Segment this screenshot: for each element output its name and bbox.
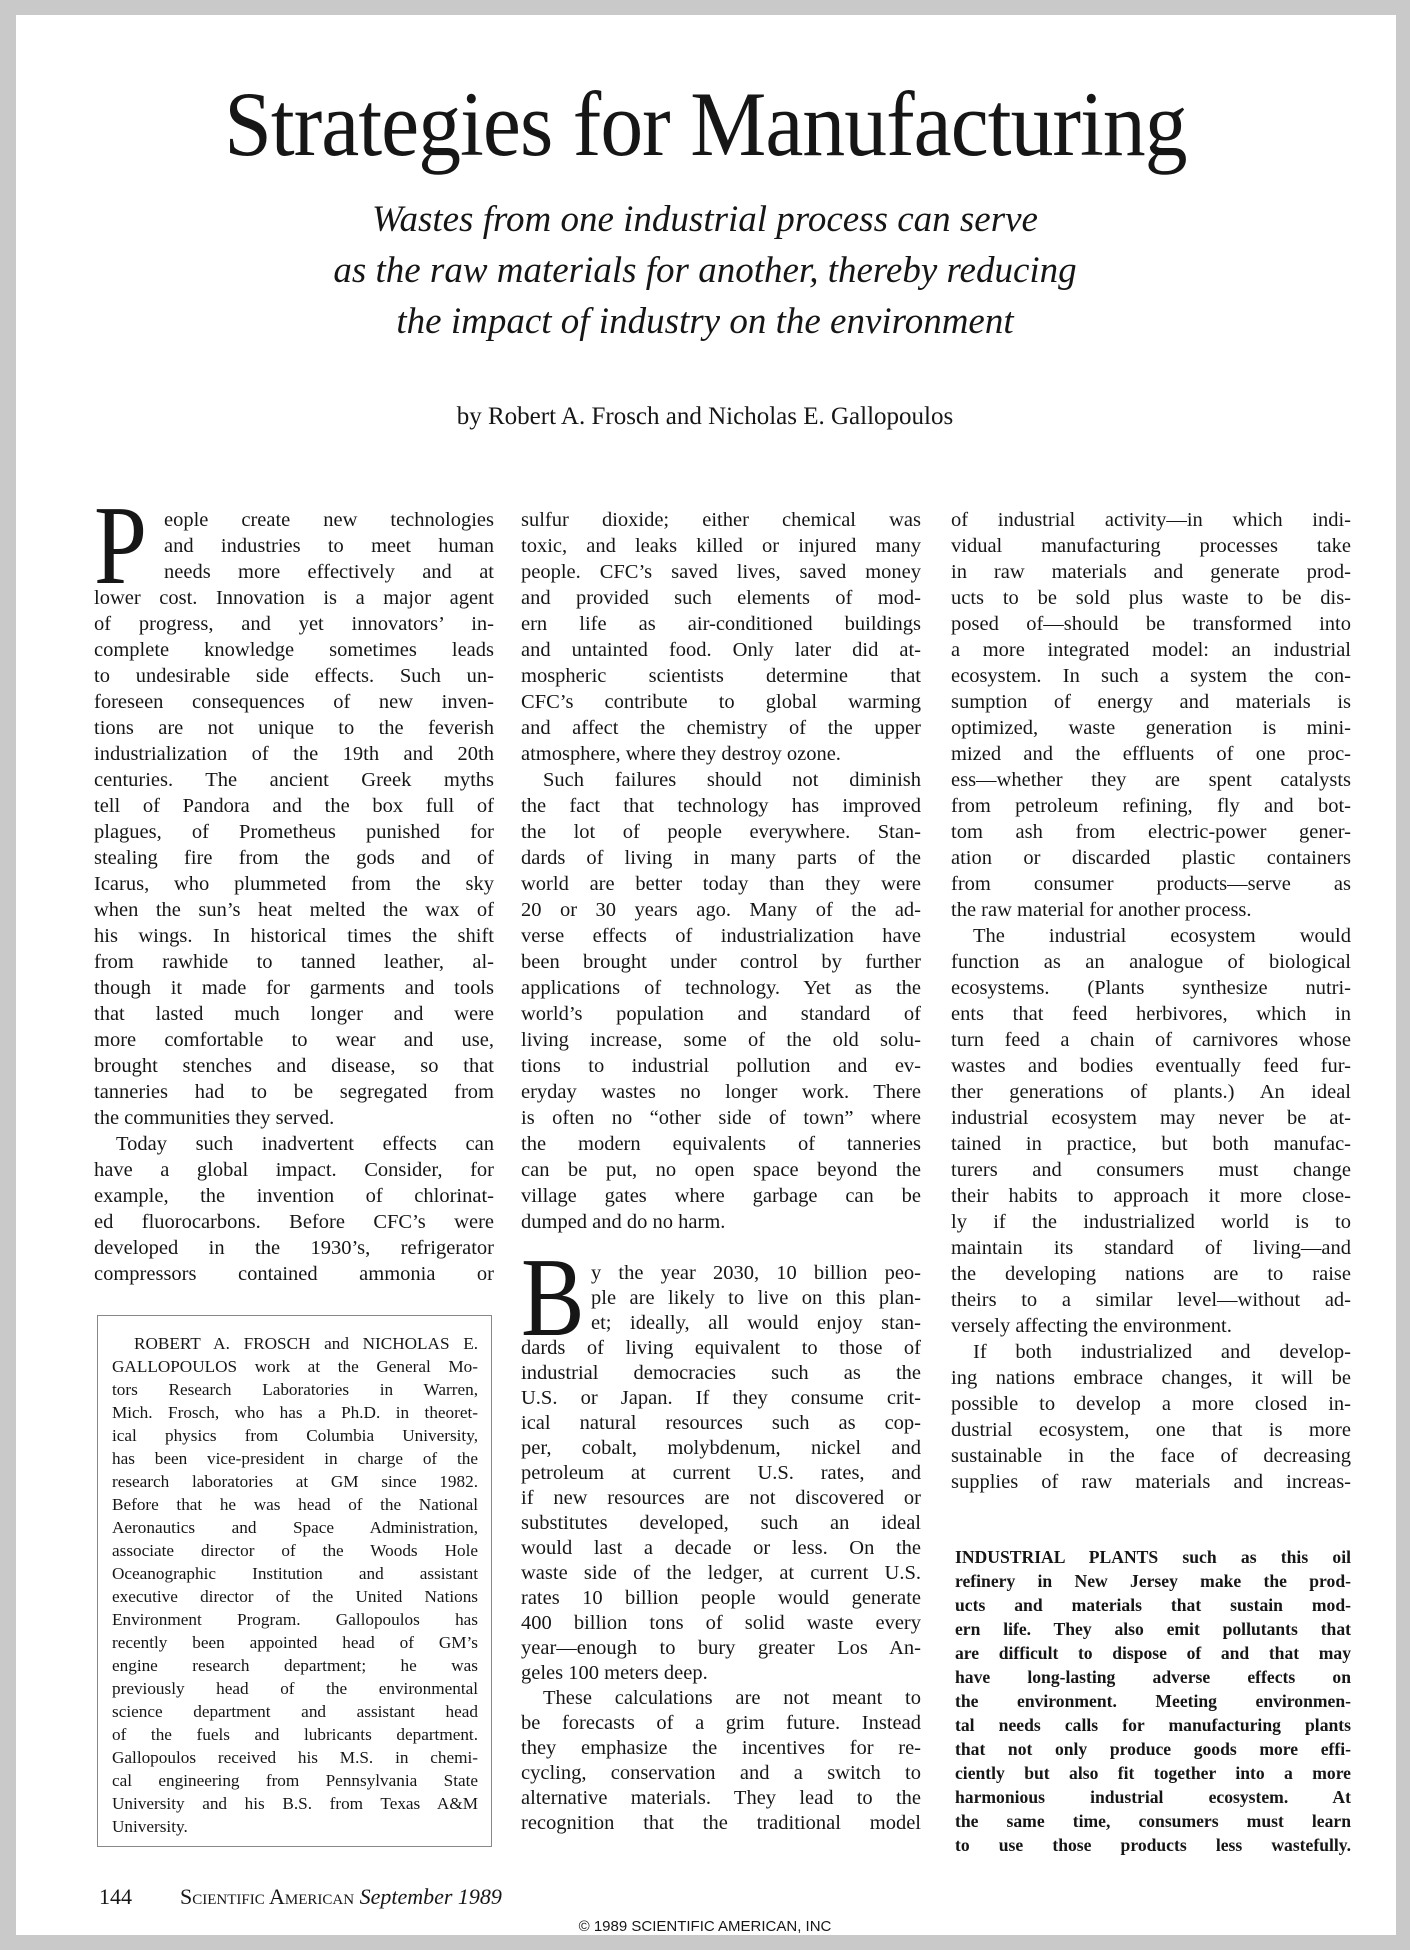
text-line: stealing fire from the gods and of: [94, 847, 494, 869]
column-2-top: [521, 507, 921, 1235]
byline: by Robert A. Frosch and Nicholas E. Gallopoulos: [456, 403, 954, 430]
text-line: ROBERT A. FROSCH and NICHOLAS E.: [134, 1334, 478, 1353]
text-line: alternative materials. They lead to the: [521, 1787, 921, 1809]
text-line: ical physics from Columbia University,: [112, 1426, 478, 1445]
text-line: be forecasts of a grim future. Instead: [521, 1712, 921, 1734]
paragraph: [951, 923, 1351, 1339]
article-title-text: Strategies for Manufacturing: [223, 73, 1187, 175]
text-line: tal needs calls for manufacturing plants: [955, 1715, 1351, 1735]
text-line: ther generations of plants.) An ideal: [951, 1081, 1351, 1103]
text-line: industrialization of the 19th and 20th: [94, 743, 494, 765]
text-line: executive director of the United Nations: [112, 1587, 478, 1606]
text-line: If both industrialized and develop-: [973, 1341, 1351, 1363]
text-line: dards of living equivalent to those of: [521, 1337, 921, 1359]
text-line: INDUSTRIAL PLANTS such as this oil: [955, 1547, 1351, 1567]
text-line: Today such inadvertent effects can: [116, 1133, 494, 1155]
text-line: geles 100 meters deep.: [521, 1662, 708, 1684]
text-line: These calculations are not meant to: [543, 1687, 921, 1709]
copyright-notice: © 1989 SCIENTIFIC AMERICAN, INC: [578, 1918, 832, 1935]
text-line: been brought under control by further: [521, 951, 921, 973]
page-number: 144: [99, 1884, 132, 1909]
text-line: cycling, conservation and a switch to: [521, 1762, 921, 1784]
drop-cap: [94, 484, 160, 608]
text-line: University.: [112, 1817, 188, 1836]
footer-publication: [180, 1884, 502, 1910]
text-line: sulfur dioxide; either chemical was: [521, 509, 921, 531]
paragraph: [521, 507, 921, 767]
text-line: if new resources are not discovered or: [521, 1487, 921, 1509]
text-line: ed fluorocarbons. Before CFC’s were: [94, 1211, 494, 1233]
text-line: science department and assistant head: [112, 1702, 478, 1721]
text-line: more comfortable to wear and use,: [94, 1029, 494, 1051]
text-line: Mich. Frosch, who has a Ph.D. in theoret-: [112, 1403, 478, 1422]
text-line: dards of living in many parts of the: [521, 847, 921, 869]
text-line: that lasted much longer and were: [94, 1003, 494, 1025]
text-line: sumption of energy and materials is: [951, 691, 1351, 713]
text-line: their habits to approach it more close-: [951, 1185, 1351, 1207]
paragraph: [94, 484, 494, 1131]
text-line: complete knowledge sometimes leads: [94, 639, 494, 661]
text-line: ess—whether they are spent catalysts: [951, 769, 1351, 791]
article-title: [0, 72, 1410, 176]
text-line: of the fuels and lubricants department.: [112, 1725, 478, 1744]
text-line: ucts to be sold plus waste to be dis-: [951, 587, 1351, 609]
author-bio-box: [97, 1315, 492, 1847]
text-line: ical natural resources such as cop-: [521, 1412, 921, 1434]
text-line: ly if the industrialized world is to: [951, 1211, 1351, 1233]
paragraph: [955, 1545, 1351, 1857]
text-line: sustainable in the face of decreasing: [951, 1445, 1351, 1467]
text-line: supplies of raw materials and increas-: [951, 1471, 1351, 1493]
text-line: from rawhide to tanned leather, al-: [94, 951, 494, 973]
text-line: and affect the chemistry of the upper: [521, 717, 921, 739]
text-line: engine research department; he was: [112, 1656, 478, 1675]
text-line: a more integrated model: an industrial: [951, 639, 1351, 661]
issue-date: September 1989: [359, 1884, 502, 1909]
text-line: though it made for garments and tools: [94, 977, 494, 999]
text-line: tained in practice, but both manufac-: [951, 1133, 1351, 1155]
magazine-name: Scientific American: [180, 1884, 355, 1909]
text-line: ern life as air-conditioned buildings: [521, 613, 921, 635]
text-line: plagues, of Prometheus punished for: [94, 821, 494, 843]
text-line: compressors contained ammonia or: [94, 1263, 494, 1285]
drop-cap: [521, 1236, 587, 1360]
text-line: the raw material for another process.: [951, 899, 1252, 921]
text-line: world are better today than they were: [521, 873, 921, 895]
text-line: the lot of people everywhere. Stan-: [521, 821, 921, 843]
text-line: can be put, no open space beyond the: [521, 1159, 921, 1181]
text-line: ecosystem. In such a system the con-: [951, 665, 1351, 687]
text-line: ecosystems. (Plants synthesize nutri-: [951, 977, 1351, 999]
text-line: industrial ecosystem may never be at-: [951, 1107, 1351, 1129]
text-line: ple are likely to live on this plan-: [591, 1287, 921, 1309]
text-line: people. CFC’s saved lives, saved money: [521, 561, 921, 583]
text-line: ation or discarded plastic containers: [951, 847, 1351, 869]
column-1: [94, 484, 494, 1287]
text-line: would last a decade or less. On the: [521, 1537, 921, 1559]
text-line: tom ash from electric-power gener-: [951, 821, 1351, 843]
text-line: 400 billion tons of solid waste every: [521, 1612, 921, 1634]
paragraph: [112, 1332, 478, 1838]
text-line: year—enough to bury greater Los An-: [521, 1637, 921, 1659]
photo-caption: [955, 1545, 1351, 1857]
text-line: 20 or 30 years ago. Many of the ad-: [521, 899, 921, 921]
text-line: they emphasize the incentives for re-: [521, 1737, 921, 1759]
text-line: dustrial ecosystem, one that is more: [951, 1419, 1351, 1441]
column-3: [951, 507, 1351, 1495]
text-line: the modern equivalents of tanneries: [521, 1133, 921, 1155]
text-line: verse effects of industrialization have: [521, 925, 921, 947]
text-line: the communities they served.: [94, 1107, 335, 1129]
text-line: et; ideally, all would enjoy stan-: [591, 1312, 921, 1334]
text-line: turers and consumers must change: [951, 1159, 1351, 1181]
text-line: and provided such elements of mod-: [521, 587, 921, 609]
text-line: University and his B.S. from Texas A&M: [112, 1794, 478, 1813]
text-line: from consumer products—serve as: [951, 873, 1351, 895]
text-line: tions to industrial pollution and ev-: [521, 1055, 921, 1077]
text-line: recently been appointed head of GM’s: [112, 1633, 478, 1652]
text-line: lower cost. Innovation is a major agent: [94, 587, 494, 609]
text-line: needs more effectively and at: [164, 561, 494, 583]
text-line: example, the invention of chlorinat-: [94, 1185, 494, 1207]
text-line: possible to develop a more closed in-: [951, 1393, 1351, 1415]
text-line: wastes and bodies eventually feed fur-: [951, 1055, 1351, 1077]
paragraph: [951, 1339, 1351, 1495]
text-line: ciently but also fit together into a more: [955, 1763, 1351, 1783]
text-line: rates 10 billion people would generate: [521, 1587, 921, 1609]
text-line: developed in the 1930’s, refrigerator: [94, 1237, 494, 1259]
text-line: from petroleum refining, fly and bot-: [951, 795, 1351, 817]
paragraph: [521, 1686, 921, 1836]
text-line: the fact that technology has improved: [521, 795, 921, 817]
text-line: have a global impact. Consider, for: [94, 1159, 494, 1181]
text-line: ing nations embrace changes, it will be: [951, 1367, 1351, 1389]
text-line: Aeronautics and Space Administration,: [112, 1518, 478, 1537]
text-line: associate director of the Woods Hole: [112, 1541, 478, 1560]
text-line: posed of—should be transformed into: [951, 613, 1351, 635]
text-line: in raw materials and generate prod-: [951, 561, 1351, 583]
text-line: Icarus, who plummeted from the sky: [94, 873, 494, 895]
text-line: and industries to meet human: [164, 535, 494, 557]
text-line: maintain its standard of living—and: [951, 1237, 1351, 1259]
text-line: previously head of the environmental: [112, 1679, 478, 1698]
text-line: vidual manufacturing processes take: [951, 535, 1351, 557]
text-line: Before that he was head of the National: [112, 1495, 478, 1514]
text-line: mospheric scientists determine that: [521, 665, 921, 687]
paragraph: [951, 507, 1351, 923]
text-line: applications of technology. Yet as the: [521, 977, 921, 999]
text-line: petroleum at current U.S. rates, and: [521, 1462, 921, 1484]
text-line: living increase, some of the old solu-: [521, 1029, 921, 1051]
text-line: ents that feed herbivores, which in: [951, 1003, 1351, 1025]
text-line: is often no “other side of town” where: [521, 1107, 921, 1129]
text-line: brought stenches and disease, so that: [94, 1055, 494, 1077]
text-line: mized and the effluents of one proc-: [951, 743, 1351, 765]
text-line: village gates where garbage can be: [521, 1185, 921, 1207]
text-line: tions are not unique to the feverish: [94, 717, 494, 739]
text-line: refinery in New Jersey make the prod-: [955, 1571, 1351, 1591]
text-line: Oceanographic Institution and assistant: [112, 1564, 478, 1583]
paragraph: [521, 767, 921, 1235]
text-line: to undesirable side effects. Such un-: [94, 665, 494, 687]
text-line: theirs to a similar level—without ad-: [951, 1289, 1351, 1311]
text-line: eople create new technologies: [164, 509, 494, 531]
text-line: Such failures should not diminish: [543, 769, 921, 791]
text-line: U.S. or Japan. If they consume crit-: [521, 1387, 921, 1409]
text-line: harmonious industrial ecosystem. At: [955, 1787, 1351, 1807]
text-line: the same time, consumers must learn: [955, 1811, 1351, 1831]
text-line: the environment. Meeting environmen-: [955, 1691, 1351, 1711]
text-line: research laboratories at GM since 1982.: [112, 1472, 478, 1491]
text-line: tell of Pandora and the box full of: [94, 795, 494, 817]
text-line: recognition that the traditional model: [521, 1812, 921, 1834]
column-2-bottom: [521, 1236, 921, 1836]
text-line: industrial democracies such as the: [521, 1362, 921, 1384]
text-line: have long-lasting adverse effects on: [955, 1667, 1351, 1687]
text-line: of industrial activity—in which indi-: [951, 509, 1351, 531]
drop-cap-letter: P: [94, 484, 147, 608]
text-line: optimized, waste generation is mini-: [951, 717, 1351, 739]
author-bio-text: [112, 1332, 478, 1838]
subtitle-line: the impact of industry on the environment: [396, 301, 1014, 342]
text-line: foreseen consequences of new inven-: [94, 691, 494, 713]
drop-cap-letter: B: [521, 1236, 585, 1360]
text-line: The industrial ecosystem would: [973, 925, 1351, 947]
text-line: to use those products less wastefully.: [955, 1835, 1351, 1855]
text-line: when the sun’s heat melted the wax of: [94, 899, 494, 921]
subtitle-line: Wastes from one industrial process can serve: [372, 199, 1038, 240]
paragraph: [521, 1236, 921, 1686]
text-line: eryday wastes no longer work. There: [521, 1081, 921, 1103]
text-line: has been vice-president in charge of the: [112, 1449, 478, 1468]
text-line: that not only produce goods more effi-: [955, 1739, 1351, 1759]
text-line: versely affecting the environment.: [951, 1315, 1232, 1337]
text-line: Environment Program. Gallopoulos has: [112, 1610, 478, 1629]
text-line: ern life. They also emit pollutants that: [955, 1619, 1351, 1639]
text-line: y the year 2030, 10 billion peo-: [591, 1262, 921, 1284]
text-line: toxic, and leaks killed or injured many: [521, 535, 921, 557]
text-line: of progress, and yet innovators’ in-: [94, 613, 494, 635]
text-line: tors Research Laboratories in Warren,: [112, 1380, 478, 1399]
text-line: GALLOPOULOS work at the General Mo-: [112, 1357, 478, 1376]
text-line: CFC’s contribute to global warming: [521, 691, 921, 713]
text-line: Gallopoulos received his M.S. in chemi-: [112, 1748, 478, 1767]
text-line: and untainted food. Only later did at-: [521, 639, 921, 661]
paragraph: [94, 1131, 494, 1287]
text-line: atmosphere, where they destroy ozone.: [521, 743, 841, 765]
text-line: function as an analogue of biological: [951, 951, 1351, 973]
text-line: cal engineering from Pennsylvania State: [112, 1771, 478, 1790]
text-line: turn feed a chain of carnivores whose: [951, 1029, 1351, 1051]
subtitle-line: as the raw materials for another, thereby reducing: [333, 250, 1077, 291]
text-line: substitutes developed, such an ideal: [521, 1512, 921, 1534]
text-line: centuries. The ancient Greek myths: [94, 769, 494, 791]
text-line: the developing nations are to raise: [951, 1263, 1351, 1285]
text-line: are difficult to dispose of and that may: [955, 1643, 1351, 1663]
text-line: waste side of the ledger, at current U.S.: [521, 1562, 921, 1584]
text-line: ucts and materials that sustain mod-: [955, 1595, 1351, 1615]
text-line: world’s population and standard of: [521, 1003, 921, 1025]
text-line: his wings. In historical times the shift: [94, 925, 494, 947]
text-line: dumped and do no harm.: [521, 1211, 726, 1233]
text-line: tanneries had to be segregated from: [94, 1081, 494, 1103]
text-line: per, cobalt, molybdenum, nickel and: [521, 1437, 921, 1459]
